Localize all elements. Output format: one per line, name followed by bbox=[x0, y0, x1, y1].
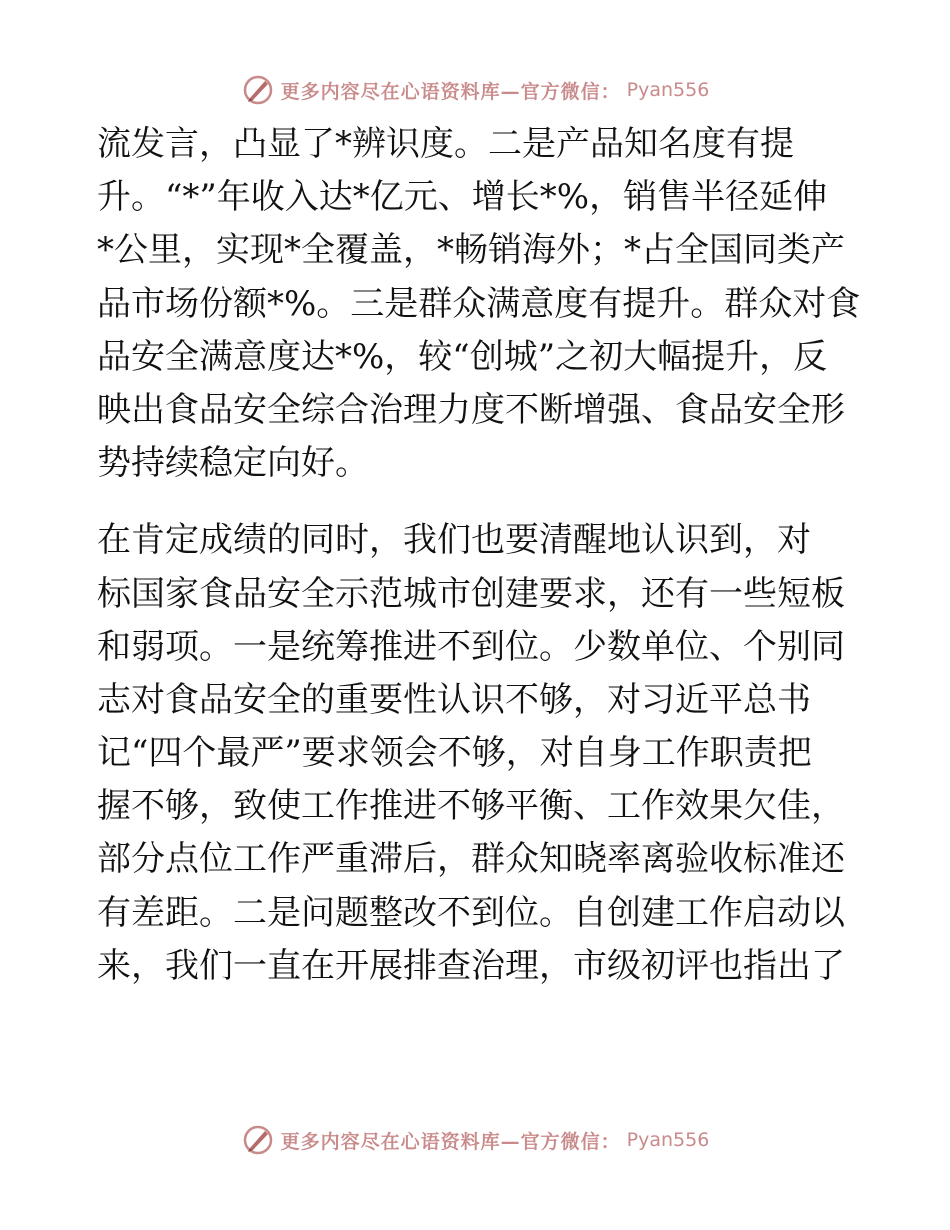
footer-watermark bbox=[0, 1120, 950, 1160]
watermark-wechat-id: Pyan556 bbox=[626, 1129, 710, 1151]
watermark-text: 更多内容尽在心语资料库—官方微信： bbox=[280, 1130, 621, 1153]
paragraph bbox=[97, 514, 857, 993]
document-body bbox=[97, 118, 861, 993]
pen-logo-icon bbox=[241, 1123, 275, 1157]
text-line: 流发言，凸显了*辨识度。二是产品知名度有提 bbox=[97, 124, 794, 164]
text-line: 部分点位工作严重滞后，群众知晓率离验收标准还 bbox=[97, 839, 845, 880]
header-watermark bbox=[0, 70, 950, 110]
watermark-text: 更多内容尽在心语资料库—官方微信： bbox=[280, 80, 621, 103]
text-line: 在肯定成绩的同时，我们也要清醒地认识到，对 bbox=[97, 520, 811, 561]
text-line: 握不够，致使工作推进不够平衡、工作效果欠佳， bbox=[97, 786, 845, 827]
text-line: 有差距。二是问题整改不到位。自创建工作启动以 bbox=[97, 892, 845, 933]
text-line: 来，我们一直在开展排查治理，市级初评也指出了 bbox=[97, 945, 845, 986]
watermark-wechat-id: Pyan556 bbox=[626, 79, 710, 101]
paragraph bbox=[97, 118, 861, 490]
text-line: 标国家食品安全示范城市创建要求，还有一些短板 bbox=[97, 573, 845, 614]
text-line: 品安全满意度达*%，较“创城”之初大幅提升，反 bbox=[97, 336, 828, 377]
paragraph-gap bbox=[97, 490, 857, 514]
text-line: 势持续稳定向好。 bbox=[97, 443, 369, 484]
pen-logo-icon bbox=[241, 73, 275, 107]
text-line: 记“四个最严”要求领会不够，对自身工作职责把 bbox=[97, 733, 812, 774]
text-line: 志对食品安全的重要性认识不够，对习近平总书 bbox=[97, 679, 811, 720]
text-line: 映出食品安全综合治理力度不断增强、食品安全形 bbox=[97, 389, 845, 430]
text-line: *公里，实现*全覆盖，*畅销海外；*占全国同类产 bbox=[97, 230, 845, 271]
text-line: 品市场份额*%。三是群众满意度有提升。群众对食 bbox=[97, 283, 861, 324]
text-line: 和弱项。一是统筹推进不到位。少数单位、个别同 bbox=[97, 626, 845, 667]
text-line: 升。“*”年收入达*亿元、增长*%，销售半径延伸 bbox=[97, 177, 828, 218]
